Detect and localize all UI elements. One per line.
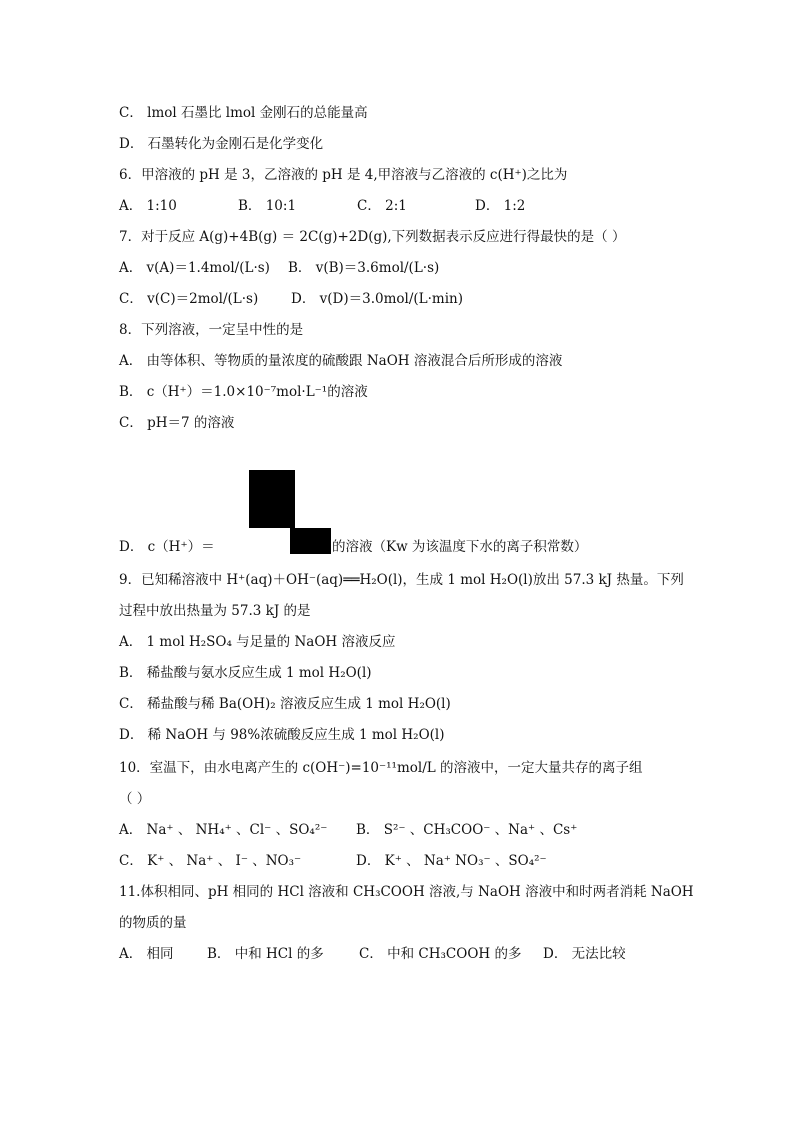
q10-option-c: C． K⁺ 、 Na⁺ 、 I⁻ 、NO₃⁻ <box>119 853 302 869</box>
q7-option-b: B． v(B)＝3.6mol/(L·s) <box>288 260 440 276</box>
q10-option-d: D． K⁺ 、 Na⁺ NO₃⁻ 、SO₄²⁻ <box>356 853 547 869</box>
q10-option-a: A． Na⁺ 、 NH₄⁺ 、Cl⁻ 、SO₄²⁻ <box>119 822 328 838</box>
q9-option-d: D． 稀 NaOH 与 98%浓硫酸反应生成 1 mol H₂O(l) <box>119 727 445 743</box>
formula-image-top <box>249 470 295 528</box>
q11-option-a: A． 相同 <box>119 946 174 962</box>
q8-option-c: C． pH＝7 的溶液 <box>119 415 235 431</box>
q9-stem-cont: 过程中放出热量为 57.3 kJ 的是 <box>119 603 311 619</box>
q11-option-d: D． 无法比较 <box>543 946 626 962</box>
q7-stem: 7．对于反应 A(g)+4B(g) ＝ 2C(g)+2D(g),下列数据表示反应进行得最快的是（ ） <box>119 229 626 245</box>
q8-option-b: B． c（H⁺）＝1.0×10⁻⁷mol·L⁻¹的溶液 <box>119 384 368 400</box>
q6-option-a: A． 1:10 <box>119 198 177 214</box>
q9-option-c: C． 稀盐酸与稀 Ba(OH)₂ 溶液反应生成 1 mol H₂O(l) <box>119 696 451 712</box>
q11-option-c: C． 中和 CH₃COOH 的多 <box>359 946 522 962</box>
q11-option-b: B． 中和 HCl 的多 <box>207 946 324 962</box>
q6-option-d: D． 1:2 <box>475 198 526 214</box>
q7-option-c: C． v(C)＝2mol/(L·s) <box>119 291 259 307</box>
formula-image-bottom <box>290 528 331 554</box>
q7-option-d: D． v(D)＝3.0mol/(L·min) <box>291 291 463 307</box>
q7-option-a: A． v(A)＝1.4mol/(L·s) <box>119 260 270 276</box>
q11-stem: 11.体积相同、pH 相同的 HCl 溶液和 CH₃COOH 溶液,与 NaOH 溶液中和时两者消耗 NaOH <box>119 884 694 900</box>
q6-option-b: B． 10:1 <box>238 198 297 214</box>
q6-option-c: C． 2:1 <box>357 198 407 214</box>
q6-stem: 6．甲溶液的 pH 是 3，乙溶液的 pH 是 4,甲溶液与乙溶液的 c(H⁺)之比为 <box>119 167 568 183</box>
q10-stem: 10．室温下，由水电离产生的 c(OH⁻)=10⁻¹¹mol/L 的溶液中，一定大量共存的离子组 <box>119 760 643 776</box>
q9-option-a: A． 1 mol H₂SO₄ 与足量的 NaOH 溶液反应 <box>119 634 396 650</box>
q9-option-b: B． 稀盐酸与氨水反应生成 1 mol H₂O(l) <box>119 665 372 681</box>
q8-stem: 8．下列溶液，一定呈中性的是 <box>119 322 304 338</box>
q5-option-c: C． lmol 石墨比 lmol 金刚石的总能量高 <box>119 105 368 121</box>
q9-stem: 9．已知稀溶液中 H⁺(aq)＋OH⁻(aq)══H₂O(l)，生成 1 mol H₂O(l)放出 57.3 kJ 热量。下列 <box>119 572 684 588</box>
q8-option-a: A． 由等体积、等物质的量浓度的硫酸跟 NaOH 溶液混合后所形成的溶液 <box>119 353 563 369</box>
q8-option-d-label: D． c（H⁺）＝ <box>119 539 215 555</box>
q10-option-b: B． S²⁻ 、CH₃COO⁻ 、Na⁺ 、Cs⁺ <box>356 822 578 838</box>
q8-option-d-text: 的溶液（Kw 为该温度下水的离子积常数） <box>332 539 588 555</box>
q10-answer-blank: （ ） <box>119 791 151 807</box>
q11-stem-cont: 的物质的量 <box>119 915 187 931</box>
q5-option-d: D． 石墨转化为金刚石是化学变化 <box>119 136 324 152</box>
